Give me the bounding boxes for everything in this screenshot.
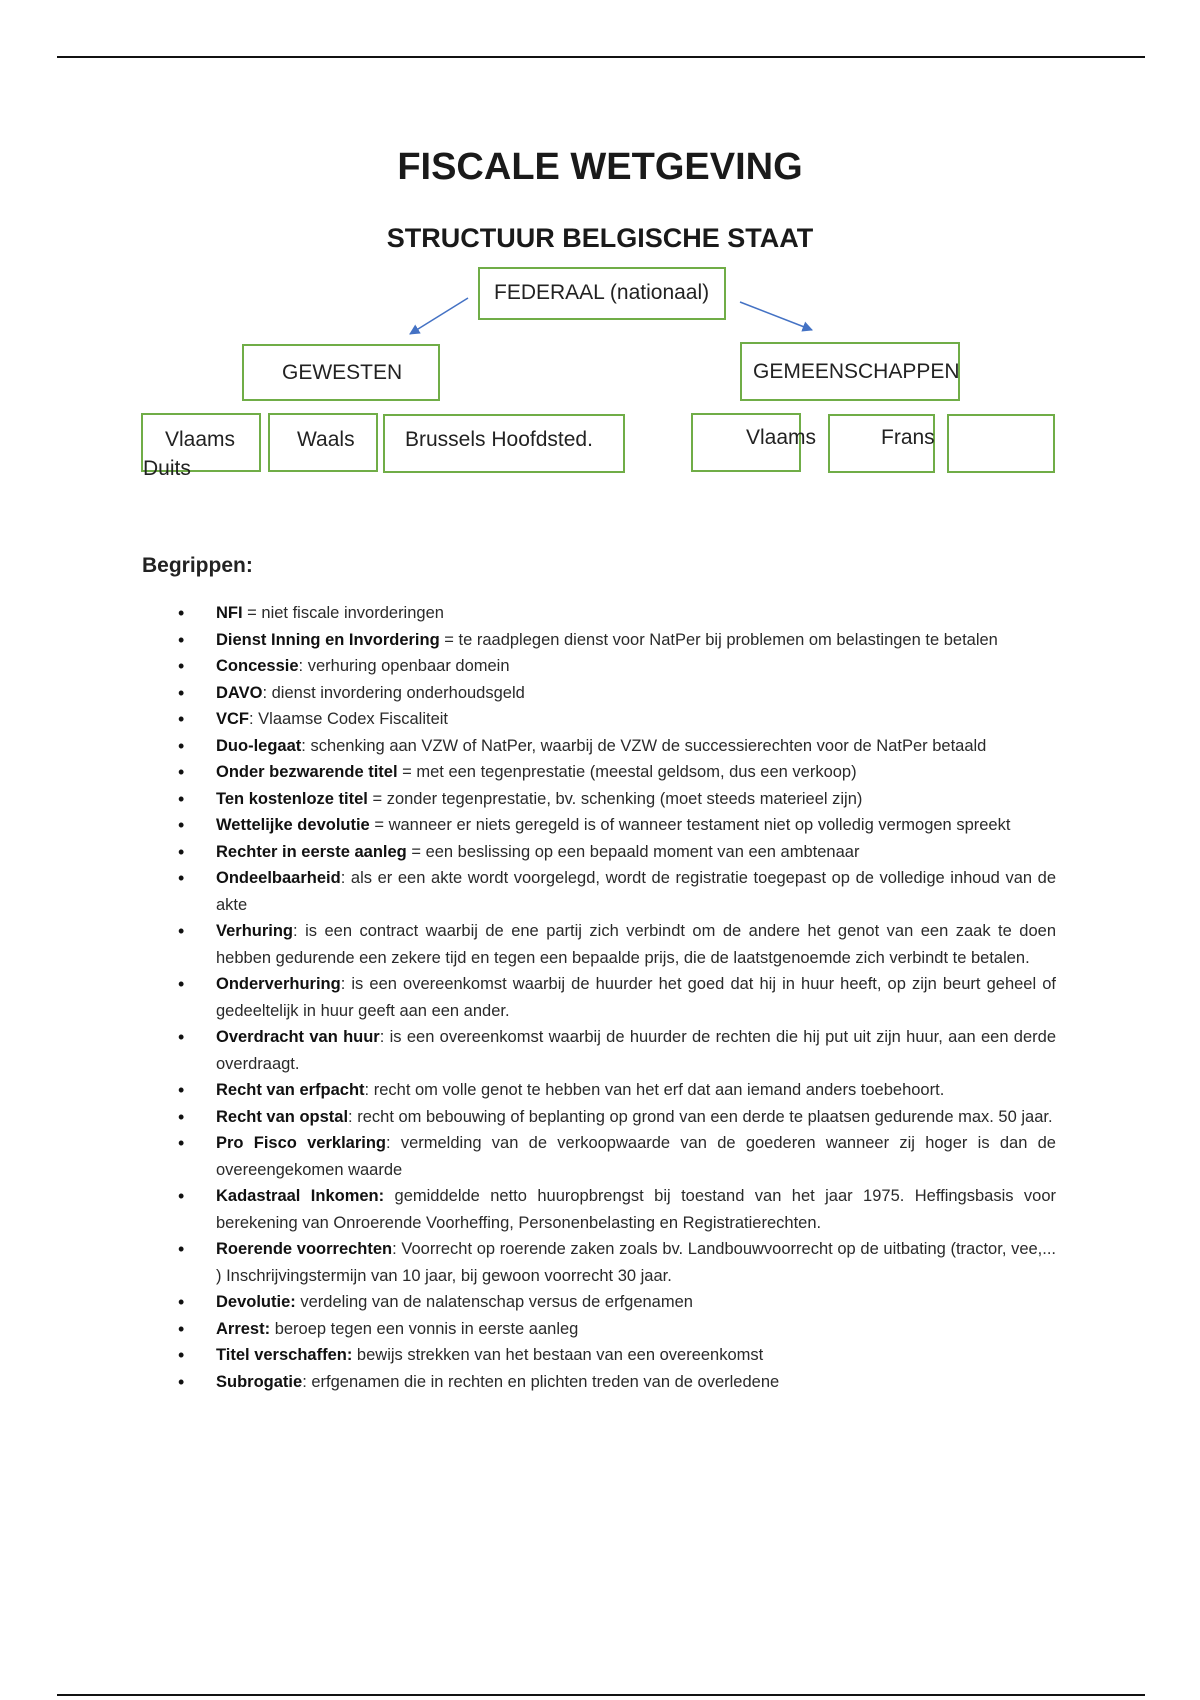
term-separator: : (364, 1081, 374, 1099)
term-definition: recht om bebouwing of beplanting op grond van een derde te plaatsen gedurende max. 50 jaar. (357, 1107, 1053, 1126)
page-title: FISCALE WETGEVING (397, 146, 803, 188)
term-name: DAVO (216, 683, 263, 702)
term-definition: te raadplegen dienst voor NatPer bij problemen om belastingen te betalen (458, 630, 998, 649)
term-item (142, 600, 1056, 627)
term-definition: Vlaamse Codex Fiscaliteit (258, 710, 448, 728)
term-definition: gemiddelde netto huuropbrengst bij toestand van het jaar 1975. Heffingsbasis voor berekening van Onroerende Voorheffing, Personenbelasting en Registratierechten. (216, 1187, 1056, 1232)
box-gewest-vlaams-label: Vlaams (165, 428, 236, 451)
term-definition: als er een akte wordt voorgelegd, wordt de registratie toegepast op de volledige inhoud van de akte (216, 869, 1056, 914)
term-definition: verdeling van de nalatenschap versus de erfgenamen (300, 1293, 693, 1311)
arrow-to-gewesten (410, 298, 468, 334)
box-gemeenschap-duits-label: Duits (143, 457, 191, 480)
term-item (142, 733, 1056, 760)
term-separator: = (242, 604, 262, 622)
term-item (142, 839, 1056, 866)
box-gewest-brussels-label: Brussels Hoofdsted. (405, 428, 593, 451)
term-definition: Voorrecht op roerende zaken zoals bv. Landbouwvoorrecht op de uitbating (tractor, vee,... ) Inschrijvingstermijn van 10 jaar, bij gewoon voorrecht 30 jaar. (216, 1240, 1057, 1285)
box-gemeenschap-duits (947, 414, 1055, 473)
term-name: Onderverhuring (216, 975, 341, 993)
term-separator: : (392, 1240, 402, 1258)
terms-list (142, 600, 1056, 1395)
term-item (142, 706, 1056, 733)
term-name: NFI (216, 604, 243, 622)
term-name: Kadastraal Inkomen: (216, 1187, 385, 1205)
box-gemeenschappen-label: GEMEENSCHAPPEN (753, 360, 960, 383)
term-separator: = (406, 842, 426, 861)
term-item (142, 680, 1056, 707)
term-definition: erfgenamen die in rechten en plichten treden van de overledene (311, 1372, 780, 1391)
term-name: Arrest: (216, 1319, 271, 1338)
term-name: Titel verschaffen: (216, 1346, 353, 1364)
term-definition: is een contract waarbij de ene partij zich verbindt om de andere het genot van een zaak te doen hebben gedurende een zekere tijd en tegen een bepaalde prijs, die de laatstgenoemde zich verbindt te betalen. (216, 922, 1056, 967)
term-item (142, 1289, 1056, 1316)
box-federaal (478, 267, 726, 320)
term-definition: met een tegenprestatie (meestal geldsom, dus een verkoop) (416, 763, 857, 781)
term-item (142, 786, 1056, 813)
term-separator: = (369, 816, 389, 834)
term-separator: : (340, 975, 352, 993)
term-definition: zonder tegenprestatie, bv. schenking (moet steeds materieel zijn) (386, 789, 863, 808)
term-name: Dienst Inning en Invordering (216, 630, 440, 649)
term-separator: : (249, 710, 259, 728)
term-name: Verhuring (216, 922, 294, 940)
term-definition: wanneer er niets geregeld is of wanneer testament niet op volledig vermogen spreekt (388, 816, 1011, 834)
term-item (142, 1183, 1056, 1236)
term-item (142, 865, 1056, 918)
term-item (142, 812, 1056, 839)
term-name: Subrogatie (216, 1372, 303, 1391)
term-separator: = (439, 630, 459, 649)
term-name: Wettelijke devolutie (216, 816, 370, 834)
term-name: Duo-legaat (216, 736, 302, 755)
term-definition: recht om volle genot te hebben van het erf dat aan iemand anders toebehoort. (373, 1081, 945, 1099)
box-gewest-waals-label: Waals (297, 428, 355, 451)
term-separator: : (379, 1028, 390, 1046)
term-item (142, 971, 1056, 1024)
term-name: Ten kostenloze titel (216, 789, 368, 808)
term-definition: is een overeenkomst waarbij de huurder de rechten die hij put uit zijn huur, aan een derde overdraagt. (216, 1028, 1057, 1073)
term-item (142, 653, 1056, 680)
term-separator: : (262, 683, 272, 702)
term-name: Concessie (216, 657, 299, 675)
term-name: Overdracht van huur (216, 1028, 380, 1046)
box-gemeenschap-frans-label: Frans (881, 426, 935, 449)
page-subtitle: STRUCTUUR BELGISCHE STAAT (386, 223, 814, 253)
term-name: Recht van opstal (216, 1107, 349, 1126)
term-item (142, 918, 1056, 971)
terms-heading: Begrippen: (142, 554, 253, 577)
term-definition: is een overeenkomst waarbij de huurder het goed dat hij in huur heeft, op zijn beurt geheel of gedeeltelijk in huur geeft aan een ander. (216, 975, 1057, 1020)
term-item (142, 759, 1056, 786)
term-definition: een beslissing op een bepaald moment van een ambtenaar (425, 842, 860, 861)
term-item (142, 1130, 1056, 1183)
term-definition: niet fiscale invorderingen (261, 604, 444, 622)
term-name: Rechter in eerste aanleg (216, 842, 407, 861)
box-gewest-waals (268, 413, 378, 472)
term-separator: : (386, 1134, 401, 1152)
term-name: Roerende voorrechten (216, 1240, 393, 1258)
term-item (142, 1024, 1056, 1077)
term-definition: vermelding van de verkoopwaarde van de goederen wanneer zij hoger is dan de overeengekomen waarde (216, 1134, 1056, 1179)
term-separator: : (298, 657, 308, 675)
term-separator: : (301, 736, 311, 755)
term-name: Pro Fisco verklaring (216, 1134, 386, 1152)
box-gemeenschappen (740, 342, 960, 401)
term-name: Ondeelbaarheid (216, 869, 341, 887)
term-separator: : (302, 1372, 312, 1391)
term-item (142, 1316, 1056, 1343)
box-federaal-label: FEDERAAL (nationaal) (494, 281, 710, 304)
term-name: Recht van erfpacht (216, 1081, 365, 1099)
term-item (142, 1077, 1056, 1104)
term-separator: = (367, 789, 387, 808)
term-separator (384, 1187, 394, 1205)
term-definition: schenking aan VZW of NatPer, waarbij de VZW de successierechten voor de NatPer betaald (310, 736, 987, 755)
term-item (142, 1236, 1056, 1289)
term-name: VCF (216, 710, 249, 728)
term-separator: = (397, 763, 417, 781)
term-name: Devolutie: (216, 1293, 296, 1311)
term-item (142, 1369, 1056, 1396)
box-gewesten-label: GEWESTEN (282, 361, 403, 384)
term-separator: : (293, 922, 306, 940)
arrow-to-gemeenschappen (740, 302, 812, 330)
term-item (142, 627, 1056, 654)
box-gemeenschap-vlaams-label: Vlaams (746, 426, 817, 449)
box-gewest-brussels (383, 414, 625, 473)
term-item (142, 1342, 1056, 1369)
term-separator: : (348, 1107, 358, 1126)
footer-rule (57, 1694, 1145, 1696)
term-definition: dienst invordering onderhoudsgeld (271, 683, 525, 702)
term-item (142, 1104, 1056, 1131)
term-definition: beroep tegen een vonnis in eerste aanleg (274, 1319, 579, 1338)
box-gewesten (242, 344, 440, 401)
term-separator: : (340, 869, 351, 887)
term-definition: bewijs strekken van het bestaan van een overeenkomst (356, 1346, 764, 1364)
term-definition: verhuring openbaar domein (307, 657, 510, 675)
term-name: Onder bezwarende titel (216, 763, 398, 781)
